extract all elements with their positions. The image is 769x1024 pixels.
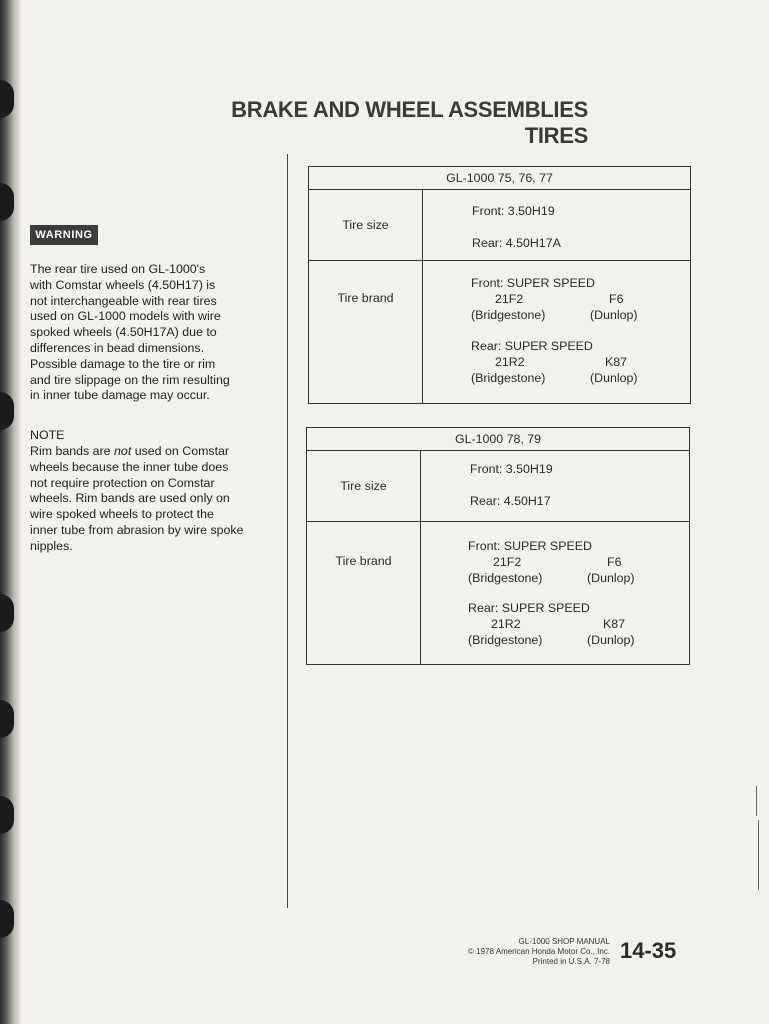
dunlop-label: (Dunlop) [590, 308, 638, 322]
footer-printed: Printed in U.S.A. 7-78 [532, 957, 610, 966]
warning-line: Possible damage to the tire or rim [30, 356, 216, 371]
front-size: Front: 3.50H19 [470, 462, 553, 476]
warning-line: used on GL-1000 models with wire [30, 309, 221, 324]
note-emphasis: not [114, 444, 132, 458]
front-brand: Front: SUPER SPEED [468, 539, 592, 553]
warning-line: in inner tube damage may occur. [30, 388, 210, 403]
note-line [30, 444, 280, 460]
warning-text [30, 262, 280, 404]
warning-badge: WARNING [30, 225, 98, 245]
warning-line: and tire slippage on the rim resulting [30, 372, 230, 387]
note-line: nipples. [30, 538, 73, 553]
bridgestone-label: (Bridgestone) [468, 571, 543, 585]
note-text-fragment: Rim bands are [30, 444, 115, 458]
rear-size: Rear: 4.50H17 [470, 494, 551, 508]
bridgestone-label: (Bridgestone) [468, 633, 543, 647]
rear-brand: Rear: SUPER SPEED [468, 601, 590, 615]
row-label-tire-brand: Tire brand [307, 522, 421, 665]
page-subtitle: TIRES [524, 123, 588, 148]
front-code-dunlop: F6 [607, 555, 622, 569]
front-size: Front: 3.50H19 [472, 204, 555, 218]
page-edge-mark [758, 820, 759, 890]
note-line: wire spoked wheels to protect the [30, 507, 214, 522]
warning-line: not interchangeable with rear tires [30, 293, 217, 308]
warning-line: spoked wheels (4.50H17A) due to [30, 325, 217, 340]
bridgestone-label: (Bridgestone) [471, 371, 546, 385]
binder-edge [0, 0, 22, 1024]
footer-manual-title: GL-1000 SHOP MANUAL [518, 937, 610, 946]
page-edge-mark [756, 786, 757, 816]
note-line: wheels because the inner tube does [30, 459, 229, 474]
warning-line: differences in bead dimensions. [30, 340, 205, 355]
dunlop-label: (Dunlop) [587, 633, 635, 647]
tire-spec-table-78-79 [306, 427, 690, 665]
rear-code-bridgestone: 21R2 [495, 355, 525, 369]
note-text-fragment: used on Comstar [131, 444, 230, 458]
tire-brand-values [421, 522, 690, 665]
note-text [30, 444, 280, 555]
rear-code-dunlop: K87 [603, 617, 626, 631]
front-brand: Front: SUPER SPEED [471, 276, 595, 290]
note-line: inner tube from abrasion by wire spoke [30, 522, 244, 537]
page-number: 14-35 [620, 938, 677, 963]
note-heading: NOTE [30, 428, 65, 442]
row-label-tire-size: Tire size [309, 190, 423, 261]
row-label-tire-size: Tire size [307, 451, 421, 522]
dunlop-label: (Dunlop) [587, 571, 635, 585]
column-divider [287, 154, 288, 908]
dunlop-label: (Dunlop) [590, 371, 638, 385]
warning-line: with Comstar wheels (4.50H17) is [30, 277, 216, 292]
rear-code-bridgestone: 21R2 [491, 617, 521, 631]
row-label-tire-brand: Tire brand [309, 261, 423, 404]
tire-size-values [421, 451, 690, 522]
note-line: not require protection on Comstar [30, 475, 215, 490]
table-heading: GL-1000 78, 79 [307, 428, 690, 451]
bridgestone-label: (Bridgestone) [471, 308, 546, 322]
page-title: BRAKE AND WHEEL ASSEMBLIES [231, 97, 588, 122]
rear-size: Rear: 4.50H17A [472, 236, 561, 250]
footer-copyright: © 1978 American Honda Motor Co., Inc. [468, 947, 610, 956]
tire-brand-values [423, 261, 691, 404]
front-code-dunlop: F6 [609, 292, 624, 306]
table-heading: GL-1000 75, 76, 77 [309, 167, 691, 190]
tire-size-values [423, 190, 691, 261]
rear-brand: Rear: SUPER SPEED [471, 339, 593, 353]
note-line: wheels. Rim bands are used only on [30, 491, 230, 506]
front-code-bridgestone: 21F2 [495, 292, 524, 306]
tire-spec-table-75-77 [308, 166, 691, 404]
front-code-bridgestone: 21F2 [493, 555, 522, 569]
rear-code-dunlop: K87 [605, 355, 628, 369]
warning-line: The rear tire used on GL-1000's [30, 262, 206, 276]
